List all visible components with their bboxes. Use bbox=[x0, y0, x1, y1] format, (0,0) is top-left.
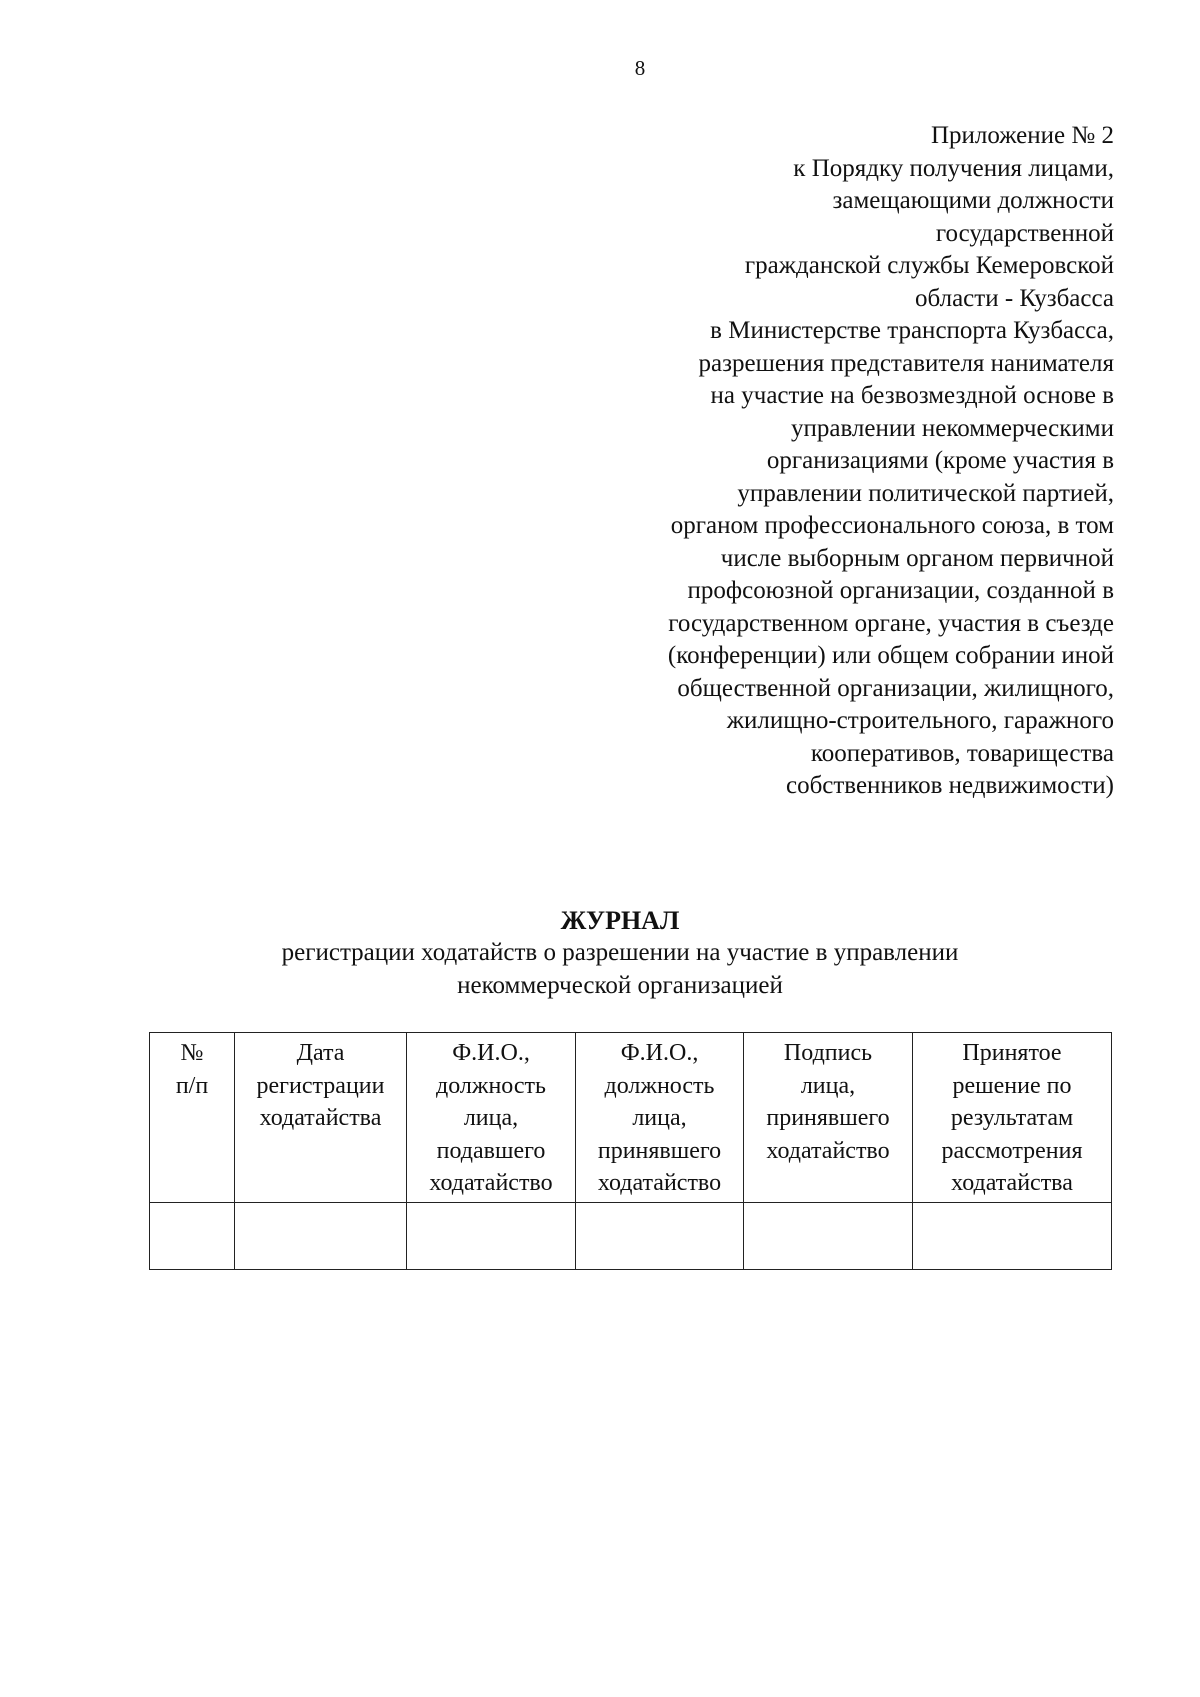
header-line: № bbox=[180, 1040, 204, 1066]
appendix-line: организациями (кроме участия в bbox=[766, 447, 1114, 474]
header-line: п/п bbox=[175, 1072, 209, 1099]
header-line: рассмотрения bbox=[941, 1137, 1083, 1164]
table-cell bbox=[150, 1202, 235, 1269]
header-line: ходатайство bbox=[597, 1170, 722, 1196]
column-header-number bbox=[150, 1033, 235, 1203]
appendix-line: государственном органе, участия в съезде bbox=[668, 609, 1114, 637]
column-header-applicant bbox=[407, 1033, 576, 1203]
appendix-line: кооперативов, товарищества bbox=[810, 739, 1114, 767]
column-header-decision bbox=[913, 1033, 1112, 1203]
header-line: Ф.И.О., bbox=[452, 1040, 530, 1066]
column-header-signature bbox=[744, 1033, 913, 1203]
column-header-receiver bbox=[576, 1033, 744, 1203]
appendix-line: управлении политической партией, bbox=[737, 479, 1114, 507]
appendix-line: общественной организации, жилищного, bbox=[677, 674, 1114, 702]
header-line: ходатайства bbox=[259, 1105, 382, 1131]
appendix-line: в Министерстве транспорта Кузбасса, bbox=[710, 317, 1114, 344]
journal-title: ЖУРНАЛ bbox=[560, 906, 680, 935]
header-line: должность bbox=[436, 1072, 546, 1099]
table-cell bbox=[913, 1202, 1112, 1269]
header-line: Принятое bbox=[962, 1040, 1062, 1066]
appendix-line: Приложение № 2 bbox=[930, 122, 1114, 149]
journal-subtitle-line: некоммерческой организацией bbox=[457, 971, 783, 999]
table-cell bbox=[407, 1202, 576, 1269]
table-row bbox=[150, 1202, 1112, 1269]
header-line: лица, bbox=[463, 1105, 519, 1131]
header-line: решение по bbox=[952, 1072, 1072, 1099]
journal-subtitle-line: регистрации ходатайств о разрешении на участие в управлении bbox=[281, 939, 959, 966]
column-header-registration-date bbox=[235, 1033, 407, 1203]
journal-title-block bbox=[138, 905, 1102, 1002]
header-line: Подпись bbox=[783, 1040, 873, 1066]
appendix-line: органом профессионального союза, в том bbox=[670, 512, 1114, 539]
appendix-line: собственников недвижимости) bbox=[785, 772, 1114, 799]
header-line: принявшего bbox=[766, 1105, 890, 1131]
appendix-line: гражданской службы Кемеровской bbox=[744, 252, 1114, 279]
header-line: должность bbox=[604, 1072, 715, 1099]
table-header-row bbox=[150, 1033, 1112, 1203]
header-line: подавшего bbox=[436, 1137, 546, 1164]
page-number: 8 bbox=[634, 56, 646, 80]
header-line: ходатайство bbox=[766, 1137, 890, 1164]
header-line: Ф.И.О., bbox=[620, 1040, 699, 1066]
header-line: ходатайства bbox=[951, 1170, 1073, 1196]
appendix-line: профсоюзной организации, созданной в bbox=[687, 577, 1114, 604]
appendix-line: государственной bbox=[935, 219, 1114, 247]
appendix-line: области - Кузбасса bbox=[915, 284, 1114, 312]
appendix-line: (конференции) или общем собрании иной bbox=[667, 642, 1114, 669]
header-line: ходатайство bbox=[429, 1170, 553, 1196]
appendix-header bbox=[474, 120, 1114, 803]
appendix-line: числе выборным органом первичной bbox=[720, 544, 1114, 572]
header-line: результатам bbox=[950, 1105, 1074, 1131]
table-cell bbox=[744, 1202, 913, 1269]
table-cell bbox=[576, 1202, 744, 1269]
appendix-line: разрешения представителя нанимателя bbox=[698, 349, 1114, 377]
header-line: Дата bbox=[296, 1040, 345, 1066]
header-line: лица, bbox=[632, 1105, 687, 1131]
header-line: регистрации bbox=[256, 1072, 385, 1099]
appendix-line: жилищно-строительного, гаражного bbox=[726, 707, 1114, 734]
journal-table bbox=[149, 1032, 1112, 1270]
header-line: лица, bbox=[800, 1072, 856, 1099]
appendix-line: к Порядку получения лицами, bbox=[793, 154, 1114, 182]
table-cell bbox=[235, 1202, 407, 1269]
appendix-line: управлении некоммерческими bbox=[790, 414, 1114, 442]
appendix-line: замещающими должности bbox=[832, 187, 1114, 214]
appendix-line: на участие на безвозмездной основе в bbox=[710, 382, 1114, 409]
header-line: принявшего bbox=[597, 1137, 722, 1164]
